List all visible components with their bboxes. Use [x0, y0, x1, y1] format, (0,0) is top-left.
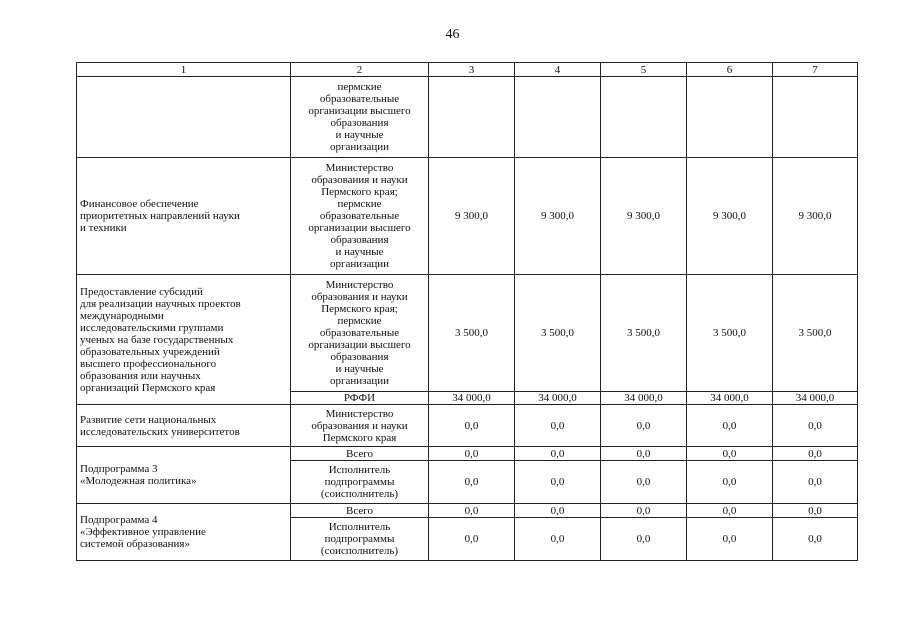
value-cell: 34 000,0	[429, 392, 515, 405]
column-header: 4	[515, 63, 601, 77]
executor-cell: Исполнитель подпрограммы (соисполнитель)	[291, 461, 429, 504]
value-cell: 0,0	[515, 518, 601, 561]
value-cell: 0,0	[429, 461, 515, 504]
value-cell: 0,0	[601, 461, 687, 504]
value-cell: 0,0	[429, 447, 515, 461]
value-cell: 34 000,0	[773, 392, 858, 405]
value-cell: 0,0	[773, 405, 858, 447]
value-cell: 0,0	[687, 504, 773, 518]
column-header: 2	[291, 63, 429, 77]
value-cell: 3 500,0	[773, 275, 858, 392]
value-cell	[687, 77, 773, 158]
value-cell: 0,0	[429, 405, 515, 447]
executor-cell: Министерство образования и науки Пермского края; пермские образовательные организации высшего образования и научные организации	[291, 275, 429, 392]
column-header: 5	[601, 63, 687, 77]
value-cell: 3 500,0	[515, 275, 601, 392]
executor-cell: Министерство образования и науки Пермского края	[291, 405, 429, 447]
value-cell: 3 500,0	[601, 275, 687, 392]
value-cell: 34 000,0	[601, 392, 687, 405]
page-number: 46	[445, 27, 460, 42]
value-cell: 0,0	[429, 504, 515, 518]
row-name-cell: Финансовое обеспечение приоритетных направлений науки и техники	[77, 158, 291, 275]
value-cell: 0,0	[687, 518, 773, 561]
budget-table	[76, 62, 858, 561]
table-row	[77, 275, 858, 392]
value-cell: 0,0	[429, 518, 515, 561]
value-cell: 0,0	[773, 461, 858, 504]
column-header: 3	[429, 63, 515, 77]
value-cell	[515, 77, 601, 158]
executor-cell: РФФИ	[291, 392, 429, 405]
table-row	[77, 158, 858, 275]
executor-cell: Исполнитель подпрограммы (соисполнитель)	[291, 518, 429, 561]
value-cell: 9 300,0	[515, 158, 601, 275]
executor-cell: Министерство образования и науки Пермского края; пермские образовательные организации высшего образования и научные организации	[291, 158, 429, 275]
executor-cell: пермские образовательные организации высшего образования и научные организации	[291, 77, 429, 158]
value-cell: 0,0	[687, 405, 773, 447]
value-cell: 9 300,0	[429, 158, 515, 275]
value-cell: 0,0	[773, 504, 858, 518]
value-cell: 0,0	[515, 405, 601, 447]
value-cell: 9 300,0	[601, 158, 687, 275]
row-name-cell: Подпрограмма 3 «Молодежная политика»	[77, 447, 291, 504]
value-cell: 34 000,0	[515, 392, 601, 405]
value-cell	[429, 77, 515, 158]
row-name-cell: Развитие сети национальных исследовательских университетов	[77, 405, 291, 447]
value-cell: 34 000,0	[687, 392, 773, 405]
value-cell: 0,0	[515, 461, 601, 504]
value-cell: 3 500,0	[687, 275, 773, 392]
row-name-cell: Подпрограмма 4 «Эффективное управление системой образования»	[77, 504, 291, 561]
table-row	[77, 77, 858, 158]
value-cell: 0,0	[773, 518, 858, 561]
value-cell: 9 300,0	[687, 158, 773, 275]
value-cell: 0,0	[687, 461, 773, 504]
table-row	[77, 447, 858, 461]
column-header: 7	[773, 63, 858, 77]
executor-cell: Всего	[291, 504, 429, 518]
value-cell: 0,0	[773, 447, 858, 461]
table-row	[77, 504, 858, 518]
value-cell: 0,0	[601, 405, 687, 447]
value-cell: 0,0	[515, 504, 601, 518]
value-cell: 0,0	[687, 447, 773, 461]
column-header: 1	[77, 63, 291, 77]
value-cell: 3 500,0	[429, 275, 515, 392]
row-name-cell	[77, 77, 291, 158]
table-row	[77, 405, 858, 447]
value-cell: 0,0	[601, 518, 687, 561]
value-cell: 0,0	[515, 447, 601, 461]
value-cell: 9 300,0	[773, 158, 858, 275]
value-cell	[601, 77, 687, 158]
value-cell	[773, 77, 858, 158]
value-cell: 0,0	[601, 447, 687, 461]
row-name-cell: Предоставление субсидий для реализации научных проектов международными исследовательскими группами ученых на базе государственных образовательных учреждений высшего профессионального образования или научных организаций Пермского края	[77, 275, 291, 405]
header-row	[77, 63, 858, 77]
column-header: 6	[687, 63, 773, 77]
executor-cell: Всего	[291, 447, 429, 461]
value-cell: 0,0	[601, 504, 687, 518]
